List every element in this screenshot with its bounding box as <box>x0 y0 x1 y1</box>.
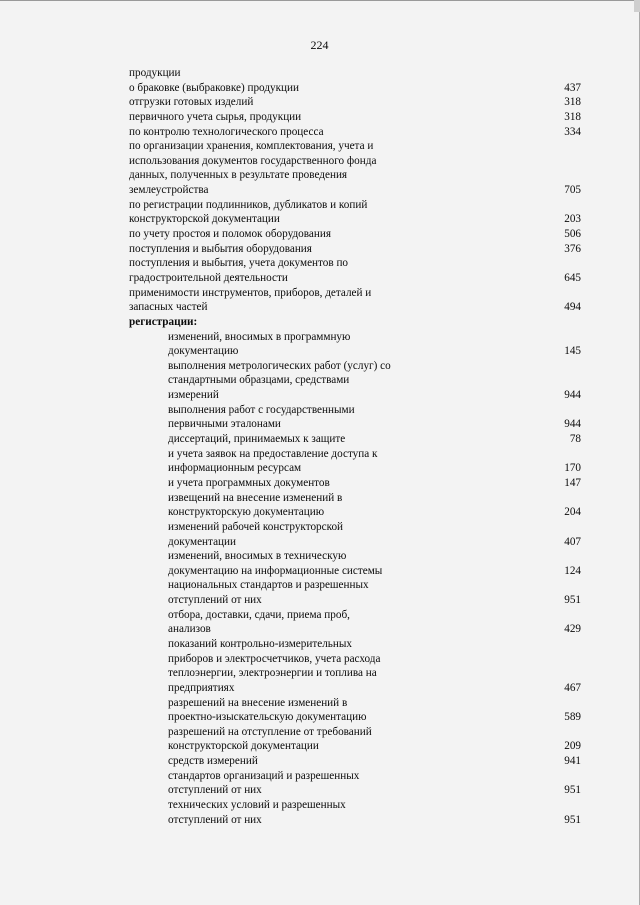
index-entry-text: стандартов организаций и разрешенных <box>168 769 360 782</box>
index-entry-text: проектно-изыскательскую документацию <box>168 711 367 724</box>
index-entry <box>129 256 581 271</box>
index-entry <box>129 813 581 828</box>
index-list <box>129 66 581 827</box>
index-entry-text: отгрузки готовых изделий <box>129 96 254 109</box>
index-entry-text: по учету простоя и поломок оборудования <box>129 228 331 241</box>
index-entry-page-ref: 204 <box>564 506 581 519</box>
index-entry <box>129 696 581 711</box>
index-entry <box>129 95 581 110</box>
index-entry <box>129 666 581 681</box>
index-entry-text: отступлений от них <box>168 784 262 797</box>
index-entry <box>129 564 581 579</box>
index-entry <box>129 212 581 227</box>
index-entry <box>129 461 581 476</box>
index-entry <box>129 491 581 506</box>
index-entry-page-ref: 318 <box>564 96 581 109</box>
index-entry-page-ref: 124 <box>564 564 581 577</box>
index-entry-page-ref: 437 <box>564 81 581 94</box>
index-entry-text: национальных стандартов и разрешенных <box>168 579 369 592</box>
index-entry-text: продукции <box>129 67 181 79</box>
index-entry <box>129 81 581 96</box>
index-entry <box>129 168 581 183</box>
index-entry <box>129 359 581 374</box>
index-entry <box>129 652 581 667</box>
index-entry-page-ref: 951 <box>564 784 581 797</box>
index-entry-text: выполнения метрологических работ (услуг) со <box>168 359 391 372</box>
index-entry <box>129 739 581 754</box>
index-entry <box>129 300 581 315</box>
index-entry-text: использования документов государственного фонда <box>129 154 377 167</box>
index-entry-text: извещений на внесение изменений в <box>168 491 343 504</box>
index-entry <box>129 549 581 564</box>
index-entry-page-ref: 376 <box>564 242 581 255</box>
index-entry <box>129 330 581 345</box>
index-entry <box>129 622 581 637</box>
index-entry-page-ref: 589 <box>564 711 581 724</box>
index-entry-text: предприятиях <box>168 681 235 694</box>
index-entry <box>129 388 581 403</box>
index-entry <box>129 66 581 81</box>
index-entry-page-ref: 209 <box>564 740 581 753</box>
index-entry <box>129 783 581 798</box>
index-entry <box>129 139 581 154</box>
index-entry-text: конструкторскую документацию <box>168 506 325 519</box>
index-entry <box>129 593 581 608</box>
index-entry-page-ref: 318 <box>564 110 581 123</box>
index-entry <box>129 125 581 140</box>
index-entry-text: разрешений на внесение изменений в <box>168 696 348 709</box>
index-entry <box>129 403 581 418</box>
index-entry-text: приборов и электросчетчиков, учета расхода <box>168 652 381 665</box>
index-entry-text: и учета заявок на предоставление доступа к <box>168 447 378 460</box>
index-entry-page-ref: 170 <box>564 462 581 475</box>
index-entry-text: по организации хранения, комплектования, учета и <box>129 140 374 153</box>
index-entry-text: регистрации: <box>129 315 198 328</box>
index-entry-page-ref: 944 <box>564 389 581 402</box>
section-heading <box>129 315 581 330</box>
index-entry <box>129 110 581 125</box>
index-entry-page-ref: 147 <box>564 476 581 489</box>
index-entry-page-ref: 951 <box>564 813 581 826</box>
index-entry <box>129 681 581 696</box>
index-entry <box>129 198 581 213</box>
index-entry-text: первичными эталонами <box>168 418 281 431</box>
index-entry <box>129 271 581 286</box>
index-entry <box>129 505 581 520</box>
index-entry-text: землеустройства <box>129 184 209 197</box>
index-entry-text: изменений рабочей конструкторской <box>168 520 344 533</box>
page-number: 224 <box>310 38 329 52</box>
index-entry-text: отбора, доставки, сдачи, приема проб, <box>168 608 350 621</box>
index-entry-text: данных, полученных в результате проведения <box>129 169 348 182</box>
index-entry-text: запасных частей <box>129 301 208 314</box>
index-entry <box>129 535 581 550</box>
index-entry-page-ref: 951 <box>564 594 581 607</box>
index-entry <box>129 417 581 432</box>
index-entry <box>129 432 581 447</box>
index-entry-text: диссертаций, принимаемых к защите <box>168 433 346 446</box>
index-entry-text: отступлений от них <box>168 594 262 607</box>
index-entry-page-ref: 467 <box>564 681 581 694</box>
index-entry-text: показаний контрольно-измерительных <box>168 637 352 650</box>
index-entry-page-ref: 429 <box>564 623 581 636</box>
index-entry-text: технических условий и разрешенных <box>168 799 346 812</box>
index-entry-page-ref: 203 <box>564 213 581 226</box>
index-entry-text: и учета программных документов <box>168 476 330 489</box>
index-entry-text: изменений, вносимых в программную <box>168 330 351 343</box>
index-entry <box>129 520 581 535</box>
index-entry <box>129 344 581 359</box>
index-entry <box>129 798 581 813</box>
index-entry-text: разрешений на отступление от требований <box>168 725 372 738</box>
index-entry-text: теплоэнергии, электроэнергии и топлива на <box>168 667 377 680</box>
index-entry <box>129 447 581 462</box>
index-entry <box>129 373 581 388</box>
index-entry-text: о браковке (выбраковке) продукции <box>129 81 300 94</box>
index-entry-page-ref: 645 <box>564 271 581 284</box>
index-entry-page-ref: 494 <box>564 301 581 314</box>
index-entry-text: документацию на информационные системы <box>168 564 383 577</box>
index-entry <box>129 227 581 242</box>
index-entry-text: стандартными образцами, средствами <box>168 374 350 387</box>
index-entry-text: изменений, вносимых в техническую <box>168 550 347 563</box>
index-entry <box>129 769 581 784</box>
index-entry-text: выполнения работ с государственными <box>168 403 355 416</box>
index-entry-text: измерений <box>168 389 219 402</box>
index-entry <box>129 242 581 257</box>
index-entry-text: документации <box>168 535 236 548</box>
index-entry <box>129 183 581 198</box>
index-entry-page-ref: 941 <box>564 755 581 768</box>
index-entry <box>129 725 581 740</box>
index-entry-text: первичного учета сырья, продукции <box>129 110 302 123</box>
index-entry <box>129 578 581 593</box>
index-entry-page-ref: 407 <box>564 535 581 548</box>
index-entry-text: средств измерений <box>168 755 258 768</box>
index-entry-text: по контролю технологического процесса <box>129 125 324 138</box>
index-entry-page-ref: 705 <box>564 184 581 197</box>
index-entry-page-ref: 78 <box>569 433 581 446</box>
index-entry-page-ref: 506 <box>564 228 581 241</box>
index-entry <box>129 476 581 491</box>
index-entry <box>129 286 581 301</box>
index-entry-page-ref: 145 <box>564 345 581 358</box>
index-entry-text: анализов <box>168 623 211 636</box>
index-entry-page-ref: 334 <box>564 125 581 138</box>
index-entry-text: поступления и выбытия оборудования <box>129 242 312 255</box>
index-entry <box>129 608 581 623</box>
index-entry-text: информационным ресурсам <box>168 462 302 475</box>
index-entry-text: поступления и выбытия, учета документов по <box>129 257 349 270</box>
index-entry-text: градостроительной деятельности <box>129 271 288 284</box>
index-entry-page-ref: 944 <box>564 418 581 431</box>
index-entry <box>129 637 581 652</box>
index-entry-text: по регистрации подлинников, дубликатов и копий <box>129 198 368 211</box>
index-entry <box>129 754 581 769</box>
index-entry-text: конструкторской документации <box>168 740 319 753</box>
index-entry-text: документацию <box>168 345 239 358</box>
index-entry <box>129 154 581 169</box>
index-entry-text: отступлений от них <box>168 813 262 826</box>
index-entry-text: применимости инструментов, приборов, деталей и <box>129 286 372 299</box>
index-entry <box>129 710 581 725</box>
index-entry-text: конструкторской документации <box>129 213 280 226</box>
